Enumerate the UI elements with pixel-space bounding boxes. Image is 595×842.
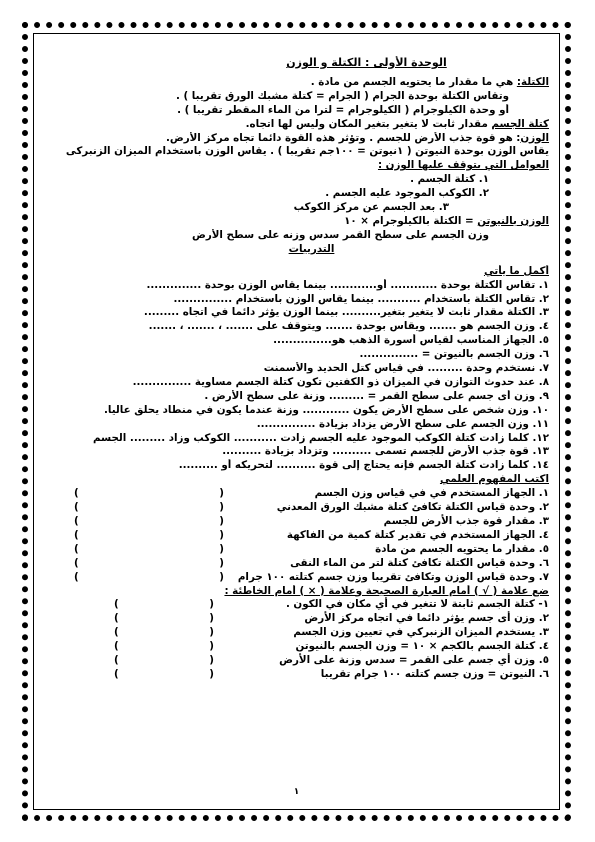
unit-title: الوحدة الأولى : الكتلة و الوزن: [286, 56, 447, 69]
mark-item: ١- كتلة الجسم ثابتة لا تتغير في أي مكان في الكون . ( ): [114, 598, 549, 611]
intro-line-5: الوزن: هو قوة جذب الأرض للجسم . وتؤثر هذه القوة دائما تجاه مركز الأرض.: [165, 131, 549, 144]
mark-item: ٦. النيوتن = وزن جسم كتلته ١٠٠ جرام تقريبا ( ): [114, 667, 549, 680]
term-item: ٢. وحدة قياس الكتلة تكافئ كتلة مشبك الورق المعدني ( ): [74, 501, 549, 514]
complete-item: ١. تقاس الكتلة بوحدة ............ أو............ بينما يقاس الوزن بوحدة ..............: [146, 278, 549, 291]
complete-item: ١٤. كلما زادت كتلة الجسم فإنه يحتاج إلى قوة .......... لتحريكه أو ..........: [178, 459, 549, 472]
factors-heading: العوامل التي يتوقف عليها الوزن :: [377, 159, 549, 172]
mark-item: ٣. يستخدم الميزان الزنبركي في تعيين وزن الجسم ( ): [114, 626, 549, 639]
mark-item: ٥. وزن أي جسم على القمر = سدس وزنة على الأرض ( ): [114, 654, 549, 667]
complete-item: ١١. وزن الجسم على سطح الأرض يزداد بزيادة ...............: [256, 417, 549, 430]
term-heading: اكتب المفهوم العلمي: [439, 473, 549, 486]
term-item: ١. الجهاز المستخدم في في قياس وزن الجسم ( ): [74, 487, 549, 500]
term-item: ٤. الجهاز المستخدم في تقدير كتلة كمية من الفاكهة ( ): [74, 528, 549, 541]
factor-item: ٢. الكوكب الموجود عليه الجسم .: [325, 187, 489, 200]
complete-item: ٤. وزن الجسم هو ....... ويقاس بوحدة ....... ويتوقف على ....... ، ....... ، .......: [148, 320, 549, 333]
term-item: ٧. وحدة قياس الوزن وتكافئ تقريبا وزن جسم كتلته ١٠٠ جرام ( ): [74, 570, 549, 583]
factor-item: ١. كتلة الجسم .: [410, 173, 489, 186]
intro-line-3: أو وحدة الكيلوجرام ( الكيلوجرام = لترا من الماء المقطر تقريبا ) .: [177, 103, 509, 116]
complete-heading: أكمل ما يأتي: [483, 264, 549, 277]
complete-item: ٩. وزن أى جسم على سطح القمر = ......... وزنة على سطح الأرض .: [204, 389, 549, 402]
complete-item: ٢. تقاس الكتلة باستخدام ........... بينما يقاس الوزن باستخدام ...............: [173, 292, 549, 305]
complete-item: ٥. الجهاز المناسب لقياس أسورة الذهب هو...............: [273, 334, 549, 347]
complete-item: ٧. نستخدم وحدة ......... في قياس كتل الحديد والأسمنت: [263, 362, 549, 375]
page-number: ١: [293, 787, 300, 798]
complete-item: ١٣. قوة جذب الأرض للجسم تسمى .......... وتزداد بزيادة ..........: [222, 445, 549, 458]
weight-formula: الوزن بالنيوتن = الكتلة بالكيلوجرام × ١٠: [344, 214, 549, 227]
worksheet-content: [44, 56, 549, 802]
intro-line-2: وتقاس الكتلة بوحدة الجرام ( الجرام = كتلة مشبك الورق تقريبا ) .: [175, 89, 509, 102]
complete-item: ١٠. وزن شخص على سطح الأرض يكون ............ وزنة عندما يكون في منطاد يحلق عاليا.: [103, 403, 549, 416]
complete-item: ٣. الكتلة مقدار ثابت لا يتغير بتغير.......... بينما الوزن يؤثر دائما في اتجاه .........: [143, 306, 549, 319]
intro-line-6: يقاس الوزن بوحدة النيوتن ( ١نيوتن = ١٠٠جم تقريبا ) . يقاس الوزن باستخدام الميزان الزنبركى: [65, 145, 549, 158]
mark-item: ٤. كتلة الجسم بالكجم × ١٠ = وزن الجسم بالنيوتن ( ): [114, 640, 549, 653]
complete-item: ٨. عند حدوث التوازن في الميزان ذو الكفتين تكون كتلة الجسم مساوية ...............: [132, 375, 549, 388]
mark-heading: ضع علامة ( √ ) أمام العبارة الصحيحة وعلامة ( × ) أمام الخاطئة :: [224, 584, 549, 597]
term-item: ٥. مقدار ما يحتويه الجسم من مادة ( ): [74, 542, 549, 555]
intro-line-4: كتلة الجسم مقدار ثابت لا يتغير بتغير المكان وليس لها اتجاه.: [245, 117, 549, 130]
term-item: ٣. مقدار قوة جذب الأرض للجسم ( ): [74, 515, 549, 527]
exercises-title: التدريبات: [288, 242, 335, 255]
intro-line-1: الكتلة: هي ما مقدار ما يحتويه الجسم من مادة .: [310, 75, 549, 88]
factor-item: ٣. بعد الجسم عن مركز الكوكب: [293, 201, 449, 214]
complete-item: ٦. وزن الجسم بالنيوتن = ...............: [359, 348, 549, 361]
mark-item: ٢. وزن أى جسم يؤثر دائما في اتجاه مركز الأرض ( ): [114, 612, 549, 625]
term-item: ٦. وحدة قياس الكتلة تكافئ كتلة لتر من الماء النقى ( ): [74, 556, 549, 569]
moon-note: وزن الجسم على سطح القمر سدس وزنه على سطح الأرض: [191, 228, 489, 241]
complete-item: ١٢. كلما زادت كتلة الكوكب الموجود عليه الجسم زادت ........... الكوكب وزاد ......... الجسم: [92, 431, 549, 444]
